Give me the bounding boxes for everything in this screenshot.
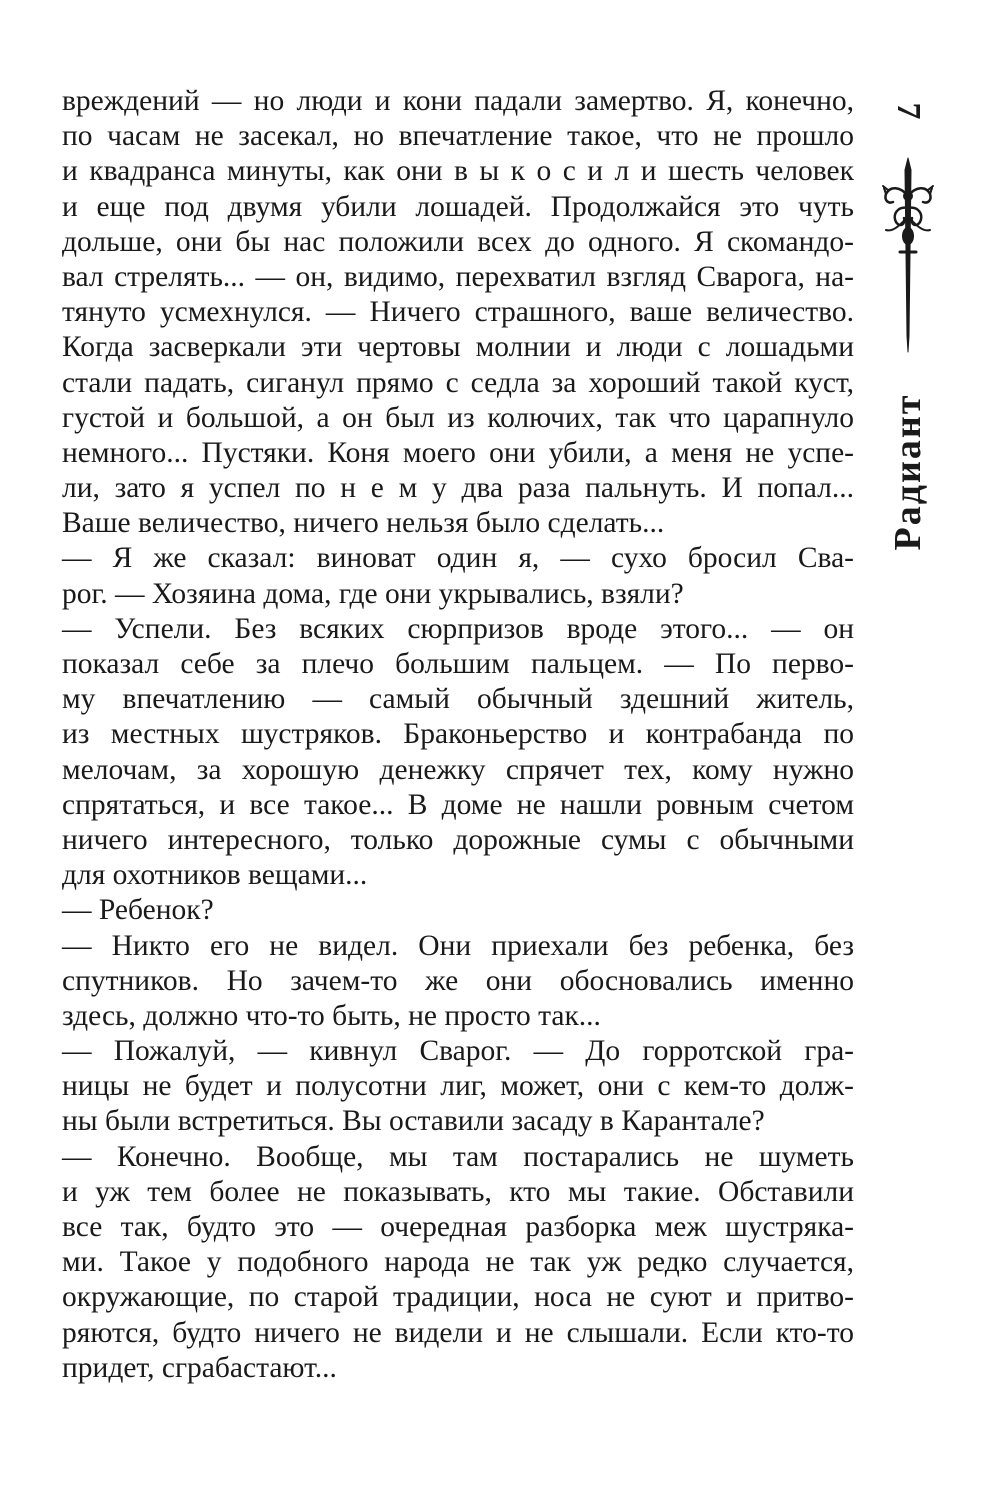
text-line: — Успели. Без всяких сюрпризов вроде этого... — он bbox=[62, 612, 854, 645]
text-line: ли, зато я успел по н е м у два раза пальнуть. И попал... bbox=[62, 472, 854, 505]
page-number: 7 bbox=[890, 102, 927, 120]
text-line: показал себе за плечо большим пальцем. — По перво- bbox=[62, 648, 854, 680]
text-line: му впечатлению — самый обычный здешний житель, bbox=[62, 683, 854, 716]
text-line: — Пожалуй, — кивнул Сварог. — До горротской гра- bbox=[62, 1035, 854, 1068]
text-line: и еще под двумя убили лошадей. Продолжайся это чуть bbox=[62, 190, 854, 223]
running-head bbox=[868, 84, 948, 564]
paragraph-end-line: ны были встретиться. Вы оставили засаду в Карантале? bbox=[62, 1105, 765, 1138]
text-line: густой и большой, а он был из колючих, так что царапнуло bbox=[62, 401, 854, 434]
text-line: ничего интересного, только дорожные сумы с обычными bbox=[62, 823, 854, 856]
text-line: немного... Пустяки. Коня моего они убили, а меня не успе- bbox=[62, 436, 854, 469]
paragraph-end-line: придет, сграбастают... bbox=[62, 1351, 337, 1384]
text-line: — Конечно. Вообще, мы там постарались не шуметь bbox=[62, 1140, 854, 1173]
body-text bbox=[62, 84, 854, 1386]
paragraph-end-line: рог. — Хозяина дома, где они укрывались, взяли? bbox=[62, 577, 684, 610]
text-line: все так, будто это — очередная разборка меж шустряка- bbox=[62, 1211, 854, 1243]
paragraph-end-line: Ваше величество, ничего нельзя было сделать... bbox=[62, 507, 665, 540]
text-line: окружающие, по старой традиции, носа не суют и притво- bbox=[62, 1281, 854, 1314]
paragraph-end-line: здесь, должно что-то быть, не просто так... bbox=[62, 999, 601, 1032]
text-line: спутников. Но зачем-то же они обосновались именно bbox=[62, 964, 854, 997]
text-line: ми. Такое у подобного народа не так уж редко случается, bbox=[62, 1246, 854, 1279]
text-line: по часам не засекал, но впечатление такое, что не прошло bbox=[62, 120, 854, 153]
text-line: — Я же сказал: виноват один я, — сухо бросил Сва- bbox=[62, 542, 854, 575]
text-line: из местных шустряков. Браконьерство и контрабанда по bbox=[62, 718, 854, 751]
text-line: — Никто его не видел. Они приехали без ребенка, без bbox=[62, 929, 854, 962]
text-line: дольше, они бы нас положили всех до одного. Я скомандо- bbox=[62, 225, 854, 258]
text-line: Когда засверкали эти чертовы молнии и люди с лошадьми bbox=[62, 331, 854, 364]
paragraph-end-line: для охотников вещами... bbox=[62, 859, 368, 892]
text-line: стали падать, сиганул прямо с седла за хороший такой куст, bbox=[62, 366, 854, 399]
text-line: мелочам, за хорошую денежку спрячет тех, кому нужно bbox=[62, 753, 854, 786]
text-line: тянуто усмехнулся. — Ничего страшного, ваше величество. bbox=[62, 296, 854, 329]
text-line: ницы не будет и полусотни лиг, может, они с кем-то долж- bbox=[62, 1070, 854, 1103]
text-line: и квадранса минуты, как они в ы к о с и л и шесть человек bbox=[62, 155, 854, 188]
text-line: ряются, будто ничего не видели и не слышали. Если кто-то bbox=[62, 1316, 854, 1349]
dagger-ornament-icon bbox=[878, 156, 938, 356]
paragraph-end-line: — Ребенок? bbox=[62, 894, 214, 927]
section-title: Радиант bbox=[887, 393, 929, 551]
text-line: и уж тем более не показывать, кто мы такие. Обставили bbox=[62, 1175, 854, 1208]
text-line: спрятаться, и все такое... В доме не нашли ровным счетом bbox=[62, 788, 854, 821]
text-line: вал стрелять... — он, видимо, перехватил взгляд Сварога, на- bbox=[62, 260, 854, 293]
text-line: вреждений — но люди и кони падали замертво. Я, конечно, bbox=[62, 85, 854, 117]
